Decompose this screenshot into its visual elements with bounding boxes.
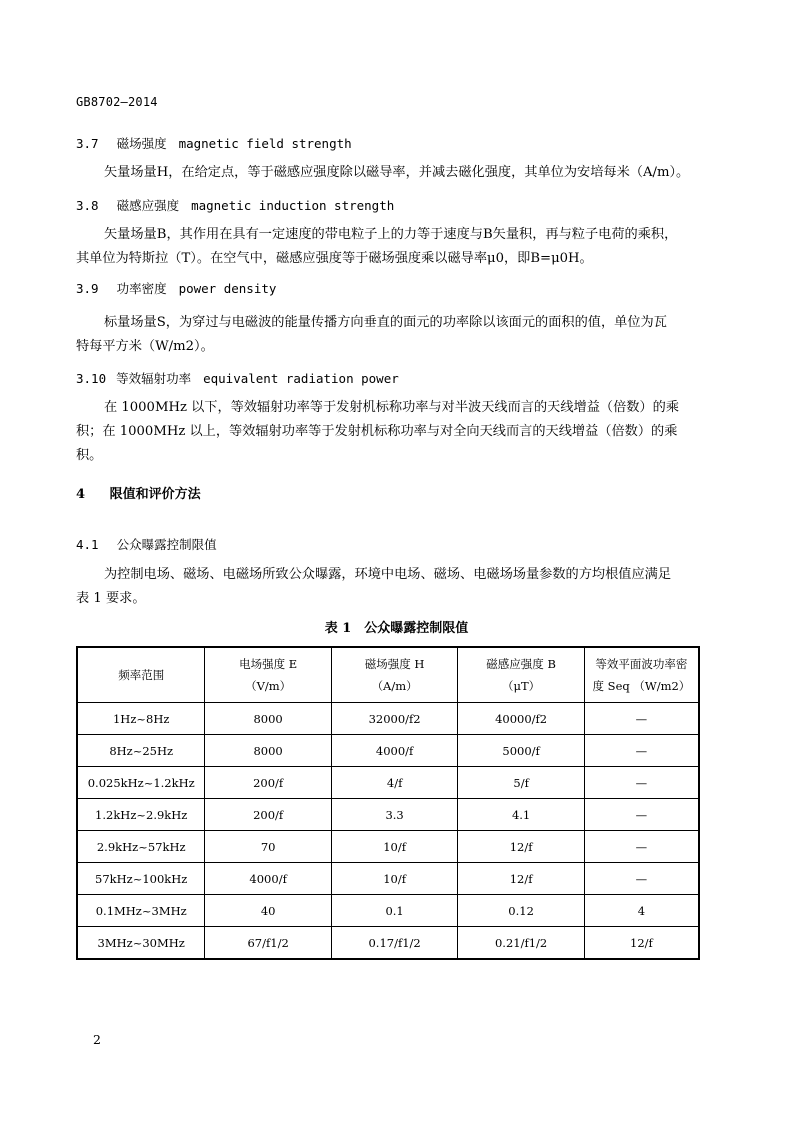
cell-b: 40000/f2: [458, 703, 585, 735]
paragraph-line: 特每平方米（W/m2）。: [76, 339, 214, 354]
cell-h: 3.3: [331, 799, 458, 831]
header-unit: （V/m）: [245, 679, 292, 693]
cell-s: —: [584, 767, 699, 799]
section-number: 3.10: [76, 371, 107, 386]
table-row: [77, 799, 699, 831]
cell-frequency: 57kHz~100kHz: [77, 863, 205, 895]
cell-e: 200/f: [205, 799, 331, 831]
section-3-10-body: [76, 396, 700, 468]
cell-s: 12/f: [584, 927, 699, 960]
cell-b: 5000/f: [458, 735, 585, 767]
section-4-heading: [76, 483, 201, 502]
cell-frequency: 0.025kHz~1.2kHz: [77, 767, 205, 799]
section-3-8-body: [76, 223, 700, 271]
table-row: [77, 735, 699, 767]
section-4-1-body: [76, 563, 700, 611]
section-title-cn: 功率密度: [116, 281, 167, 296]
cell-h: 32000/f2: [331, 703, 458, 735]
header-h-field: [331, 647, 458, 703]
limits-table: [76, 646, 700, 960]
paragraph-line: 矢量场量H，在给定点，等于磁感应强度除以磁导率，并减去磁化强度，其单位为安培每米（A/m）。: [104, 165, 690, 180]
cell-b: 4.1: [458, 799, 585, 831]
section-4-1-heading: [76, 535, 217, 553]
section-3-8-heading: [76, 196, 394, 214]
header-power-density: [584, 647, 699, 703]
page-number: 2: [93, 1032, 101, 1047]
table-row: [77, 863, 699, 895]
header-name: 电场强度 E: [239, 657, 298, 671]
section-title-cn: 磁场强度: [116, 136, 167, 151]
section-3-7-heading: [76, 134, 352, 152]
cell-h: 0.1: [331, 895, 458, 927]
paragraph-line: 为控制电场、磁场、电磁场所致公众曝露，环境中电场、磁场、电磁场场量参数的方均根值应满足: [104, 567, 672, 582]
section-number: 3.8: [76, 198, 99, 213]
paragraph-line: 积。: [76, 448, 103, 463]
table-header-row: [77, 647, 699, 703]
section-3-9-body: [76, 311, 700, 359]
cell-s: —: [584, 863, 699, 895]
paragraph-line: 标量场量S，为穿过与电磁波的能量传播方向垂直的面元的功率除以该面元的面积的值，单位为瓦: [104, 315, 667, 330]
header-frequency: 频率范围: [77, 647, 205, 703]
table-row: [77, 895, 699, 927]
table-caption: 表 1 公众曝露控制限值: [324, 621, 469, 636]
cell-h: 10/f: [331, 863, 458, 895]
cell-frequency: 2.9kHz~57kHz: [77, 831, 205, 863]
cell-frequency: 0.1MHz~3MHz: [77, 895, 205, 927]
cell-frequency: 1Hz~8Hz: [77, 703, 205, 735]
section-title-en: power density: [178, 281, 277, 296]
cell-frequency: 8Hz~25Hz: [77, 735, 205, 767]
section-title-en: equivalent radiation power: [203, 371, 399, 386]
header-unit: （μT）: [502, 679, 541, 693]
section-title: 限值和评价方法: [109, 487, 201, 502]
cell-e: 40: [205, 895, 331, 927]
cell-h: 4/f: [331, 767, 458, 799]
paragraph-line: 其单位为特斯拉（T）。在空气中，磁感应强度等于磁场强度乘以磁导率μ0，即B=μ0H。: [76, 251, 593, 266]
cell-b: 5/f: [458, 767, 585, 799]
section-number: 4.1: [76, 537, 99, 552]
cell-s: 4: [584, 895, 699, 927]
paragraph-line: 积；在 1000MHz 以上，等效辐射功率等于发射机标称功率与对全向天线而言的天线增益（倍数）的乘: [76, 424, 678, 439]
paragraph-line: 表 1 要求。: [76, 591, 146, 606]
cell-s: —: [584, 703, 699, 735]
cell-h: 4000/f: [331, 735, 458, 767]
cell-b: 0.21/f1/2: [458, 927, 585, 960]
section-title-en: magnetic induction strength: [191, 198, 395, 213]
section-number: 3.7: [76, 136, 99, 151]
cell-e: 70: [205, 831, 331, 863]
document-code: GB8702—2014: [76, 95, 158, 109]
cell-e: 200/f: [205, 767, 331, 799]
section-3-10-heading: [76, 369, 399, 387]
table-row: [77, 703, 699, 735]
section-title: 公众曝露控制限值: [116, 537, 217, 552]
header-name: 等效平面波功率密: [595, 657, 688, 671]
cell-b: 12/f: [458, 831, 585, 863]
cell-frequency: 1.2kHz~2.9kHz: [77, 799, 205, 831]
section-number: 3.9: [76, 281, 99, 296]
cell-e: 8000: [205, 703, 331, 735]
cell-frequency: 3MHz~30MHz: [77, 927, 205, 960]
section-number: 4: [76, 487, 86, 502]
cell-b: 0.12: [458, 895, 585, 927]
paragraph-line: 在 1000MHz 以下，等效辐射功率等于发射机标称功率与对半波天线而言的天线增益（倍数）的乘: [104, 400, 680, 415]
cell-e: 67/f1/2: [205, 927, 331, 960]
header-unit: （A/m）: [371, 679, 418, 693]
header-name-cont: 度 Seq （W/m2）: [592, 679, 691, 693]
table-row: [77, 831, 699, 863]
cell-s: —: [584, 735, 699, 767]
table-row: [77, 927, 699, 960]
cell-h: 10/f: [331, 831, 458, 863]
cell-b: 12/f: [458, 863, 585, 895]
section-title-cn: 磁感应强度: [116, 198, 180, 213]
cell-s: —: [584, 799, 699, 831]
header-e-field: [205, 647, 331, 703]
table-row: [77, 767, 699, 799]
section-3-7-body: [76, 161, 700, 185]
header-name: 磁场强度 H: [364, 657, 425, 671]
section-3-9-heading: [76, 279, 276, 297]
cell-h: 0.17/f1/2: [331, 927, 458, 960]
cell-e: 4000/f: [205, 863, 331, 895]
section-title-en: magnetic field strength: [178, 136, 352, 151]
section-title-cn: 等效辐射功率: [116, 371, 192, 386]
header-name: 磁感应强度 B: [486, 657, 556, 671]
cell-e: 8000: [205, 735, 331, 767]
header-b-field: [458, 647, 585, 703]
cell-s: —: [584, 831, 699, 863]
paragraph-line: 矢量场量B，其作用在具有一定速度的带电粒子上的力等于速度与B矢量积，再与粒子电荷的乘积，: [104, 227, 678, 242]
